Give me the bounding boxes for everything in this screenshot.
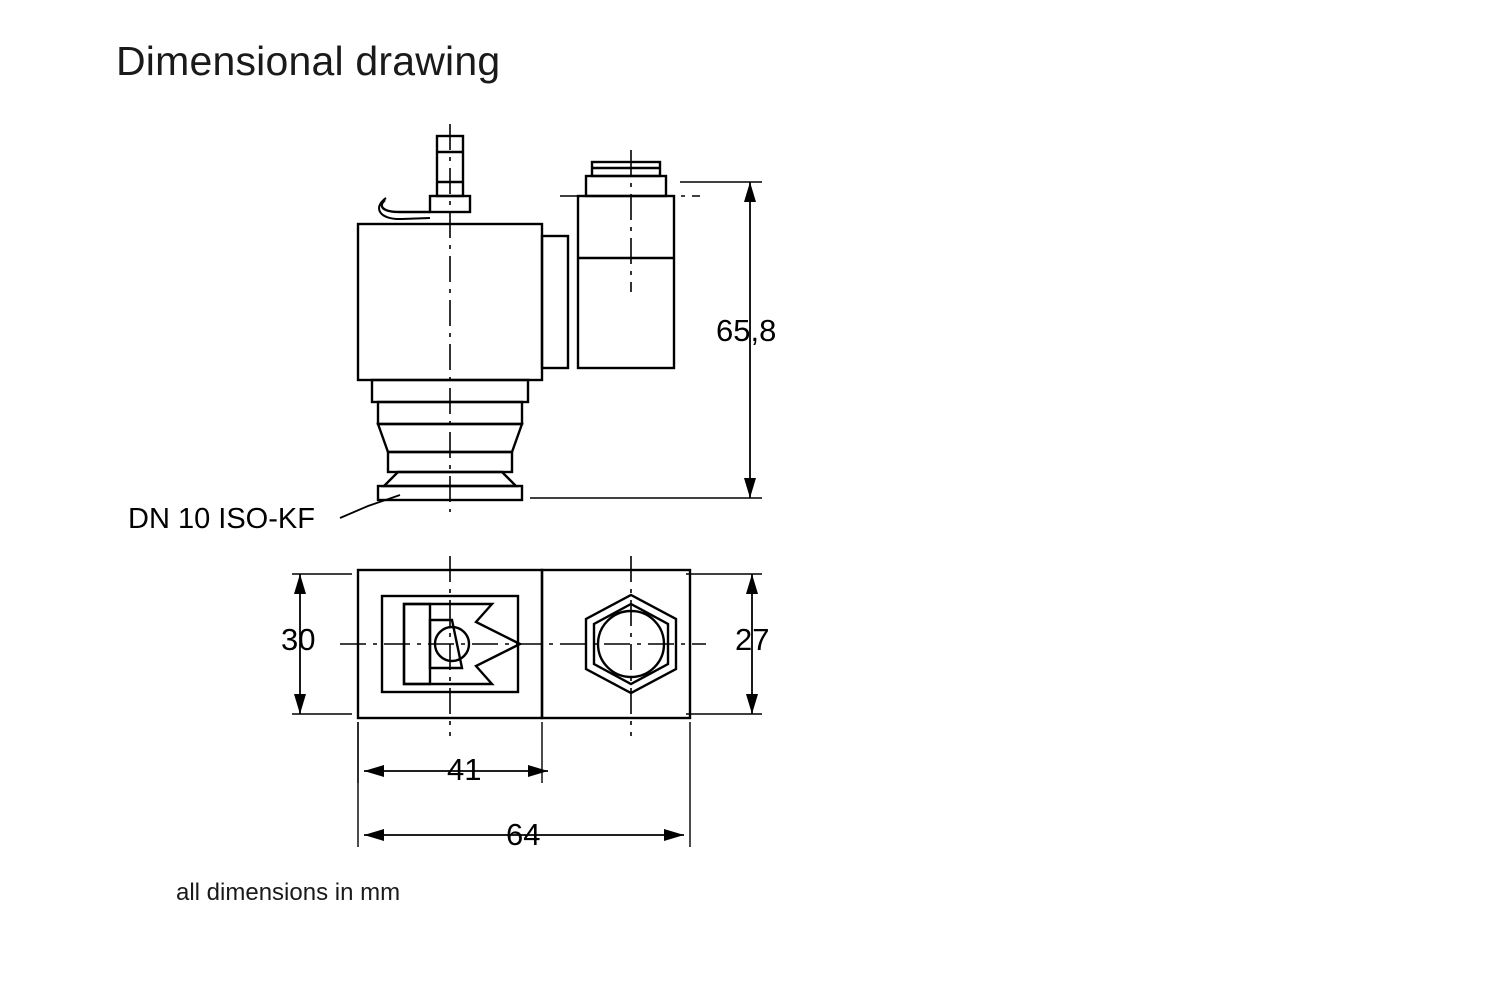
- page-title: Dimensional drawing: [116, 38, 501, 84]
- right-port-block: [578, 162, 674, 368]
- wire-lead: [379, 198, 430, 219]
- units-footnote: all dimensions in mm: [176, 879, 401, 906]
- coil-body: [358, 224, 568, 380]
- dimension-label-depth-30: 30: [281, 622, 316, 657]
- dimension-label-height: 65,8: [716, 313, 777, 348]
- side-elevation-view: [340, 124, 762, 518]
- flange-leader-line: [340, 495, 400, 518]
- dimension-label-width-41: 41: [447, 752, 482, 787]
- dimension-label-width-64: 64: [506, 817, 541, 852]
- top-plan-view: [292, 556, 762, 847]
- flange-callout-label: DN 10 ISO-KF: [128, 503, 315, 535]
- plan-centre-lines: [340, 556, 706, 736]
- dimension-label-depth-27: 27: [735, 622, 770, 657]
